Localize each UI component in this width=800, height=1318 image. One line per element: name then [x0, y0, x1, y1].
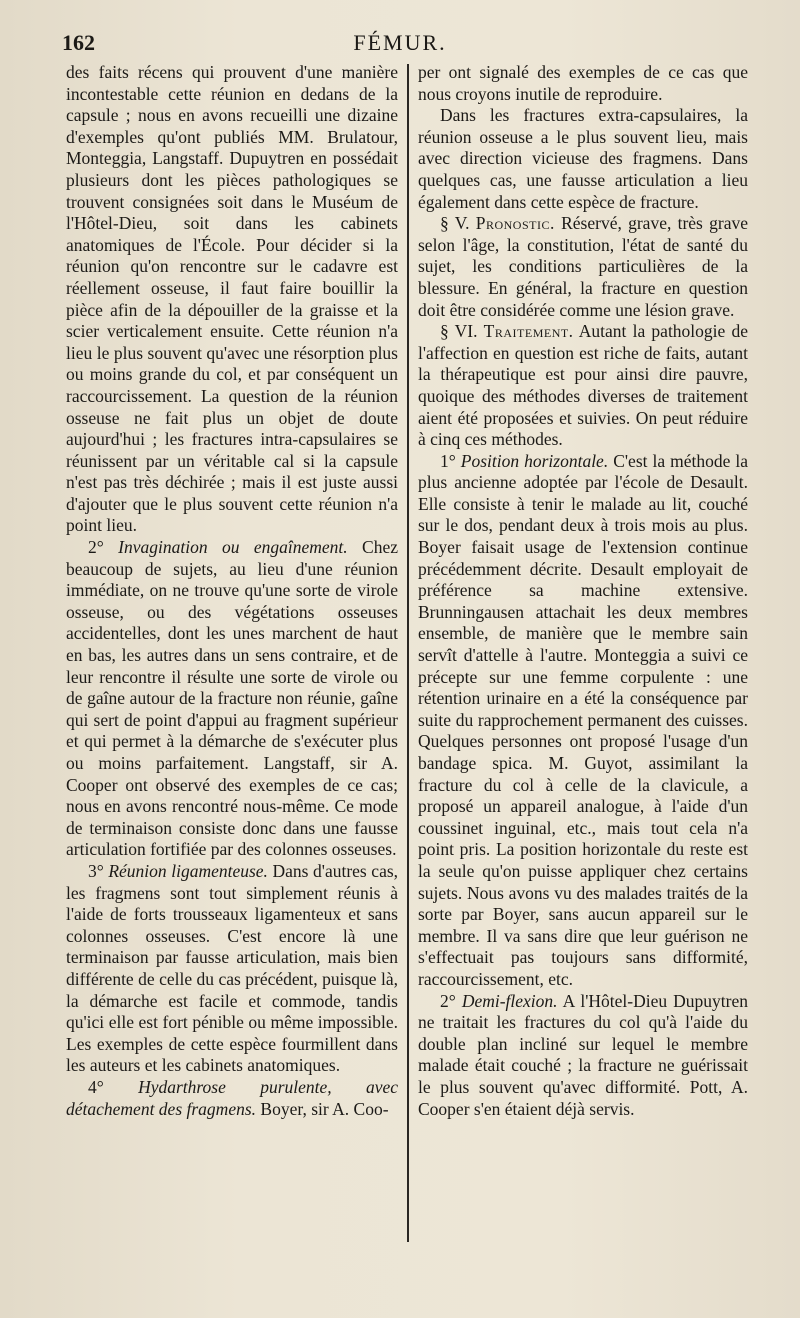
- section-title: Pronostic.: [475, 213, 555, 234]
- paragraph-text: A l'Hôtel-Dieu Dupuytren ne traitait les fractures du col qu'à l'aide du double plan incliné sur lequel le membre malade était couché ; la fracture ne guérissait le plus souvent qu'avec difformité. Pott, A. Cooper s'en étaient déjà servis.: [418, 990, 749, 1119]
- paragraph: [418, 991, 748, 1121]
- list-number: 4°: [88, 1076, 104, 1097]
- paragraph-text: Dans d'autres cas, les fragmens sont tout simplement réunis à l'aide de forts trousseaux ligamenteux et sans colonnes osseuses. C'est encore là une terminaison par fausse articulation, mais bien différente de celle du cas précédent, puisque là, la démarche est facile et commode, tandis qu'ici elle est fort pénible ou même impossible. Les exemples de cette espèce fourmillent dans les auteurs et les cabinets anatomiques.: [66, 860, 399, 1076]
- section-title: Traitement.: [483, 321, 574, 342]
- column-divider: [407, 64, 409, 1242]
- paragraph: [418, 321, 748, 451]
- paragraph-text: C'est la méthode la plus ancienne adoptée par l'école de Desault. Elle consiste à tenir le malade au lit, couché sur le dos, pendant deux à trois mois au plus. Boyer faisait usage de l'extension continue précédemment décrite. Desault employait de préférence sa machine extensive. Brunningausen attachait les deux membres ensemble, de manière que le membre sain servît d'attelle à l'autre. Monteggia a suivi ce précepte sur une femme corpulente : une rétention urinaire en a été la conséquence par suite du rapprochement permanent des cuisses. Quelques personnes ont proposé l'usage d'un bandage spica. M. Guyot, assimilant la fracture du col à celle de la clavicule, a proposé un appareil analogue, à l'aide d'un coussinet inguinal, etc., mais tout cela n'a point pris. La position horizontale du reste est la seule qu'on puisse appliquer chez certains sujets. Nous avons vu des malades traités de la sorte par Boyer, sans aucun appareil sur le membre. Il va sans dire que leur guérison ne s'effectuait pas toujours sans difformité, raccourcissement, etc.: [418, 450, 749, 989]
- section-number: § V.: [440, 213, 470, 234]
- paragraph-text: Autant la pathologie de l'affection en question est riche de faits, autant la thérapeutique est pour ainsi dire pauvre, quoique des méthodes diverses de traitement aient été proposées et suivies. On peut réduire à cinq ces méthodes.: [418, 321, 749, 450]
- paragraph: [66, 861, 398, 1077]
- paragraph-text: Réservé, grave, très grave selon l'âge, la constitution, l'état de santé du sujet, les conditions particulières de la blessure. En général, la fracture en question doit être considérée comme une lésion grave.: [418, 213, 748, 320]
- list-number: 2°: [440, 990, 456, 1011]
- right-column: [418, 62, 748, 1120]
- paragraph: des faits récens qui prouvent d'une manière incontestable cette réunion en dedans de la capsule ; nous en avons recueilli une dizaine d'exemples qu'ont publiés MM. Brulatour, Monteggia, Langstaff. Dupuytren en possédait plusieurs dont les pièces pathologiques se trouvent consignées soit dans le Muséum de l'Hôtel-Dieu, soit dans les cabinets anatomiques de l'École. Pour décider si la réunion qu'on rencontre sur le cadavre est réellement osseuse, il faut faire bouillir la pièce afin de la dépouiller de la graisse et la scier verticalement ensuite. Cette réunion n'a lieu le plus souvent qu'avec une résorption plus ou moins grande du col, et par conséquent un raccourcissement. La question de la réunion osseuse ne fait plus un objet de doute aujourd'hui ; les fractures intra-capsulaires se réunissent par un véritable cal si la capsule n'est pas très déchirée ; mais il est juste aussi d'ajouter que le plus souvent cette réunion n'a point lieu.: [66, 62, 398, 536]
- subsection-title: Hydarthrose purulente, avec détachement des fragmens.: [66, 1076, 398, 1119]
- paragraph-text: Chez beaucoup de sujets, au lieu d'une réunion immédiate, on ne trouve qu'une sorte de virole osseuse, ou des végétations osseuses accidentelles, dont les unes marchent de haut en bas, les autres dans un sens contraire, et de leur rencontre il résulte une sorte de virole ou de gaîne autour de la fracture non réunie, gaîne qui sert de point d'appui au fragment supérieur et qui permet à la démarche de s'exécuter plus ou moins parfaitement. Langstaff, sir A. Cooper ont observé des exemples de ce cas; nous en avons rencontré nous-même. Ce mode de terminaison consiste donc dans une fausse articulation fortifiée par des colonnes osseuses.: [66, 537, 398, 860]
- left-column: [66, 62, 398, 1120]
- page-header: [62, 30, 738, 60]
- subsection-title: Réunion ligamenteuse.: [108, 860, 268, 881]
- section-number: § VI.: [440, 321, 478, 342]
- paragraph: [418, 451, 748, 991]
- paragraph-text: Boyer, sir A. Coo-: [256, 1098, 389, 1119]
- list-number: 3°: [88, 860, 104, 881]
- page-number: 162: [62, 30, 95, 55]
- paragraph: [418, 213, 748, 321]
- subsection-title: Position horizontale.: [460, 450, 609, 471]
- subsection-title: Invagination ou engaînement.: [118, 537, 348, 558]
- list-number: 1°: [440, 450, 456, 471]
- paragraph: per ont signalé des exemples de ce cas que nous croyons inutile de reproduire.: [418, 62, 748, 104]
- running-head: FÉMUR.: [353, 30, 447, 55]
- subsection-title: Demi-flexion.: [461, 990, 558, 1011]
- paragraph: [66, 1077, 398, 1120]
- paragraph: [66, 537, 398, 861]
- paragraph: Dans les fractures extra-capsulaires, la réunion osseuse a le plus souvent lieu, mais avec direction vicieuse des fragmens. Dans quelques cas, une fausse articulation a lieu également dans cette espèce de fracture.: [418, 105, 748, 212]
- list-number: 2°: [88, 537, 104, 558]
